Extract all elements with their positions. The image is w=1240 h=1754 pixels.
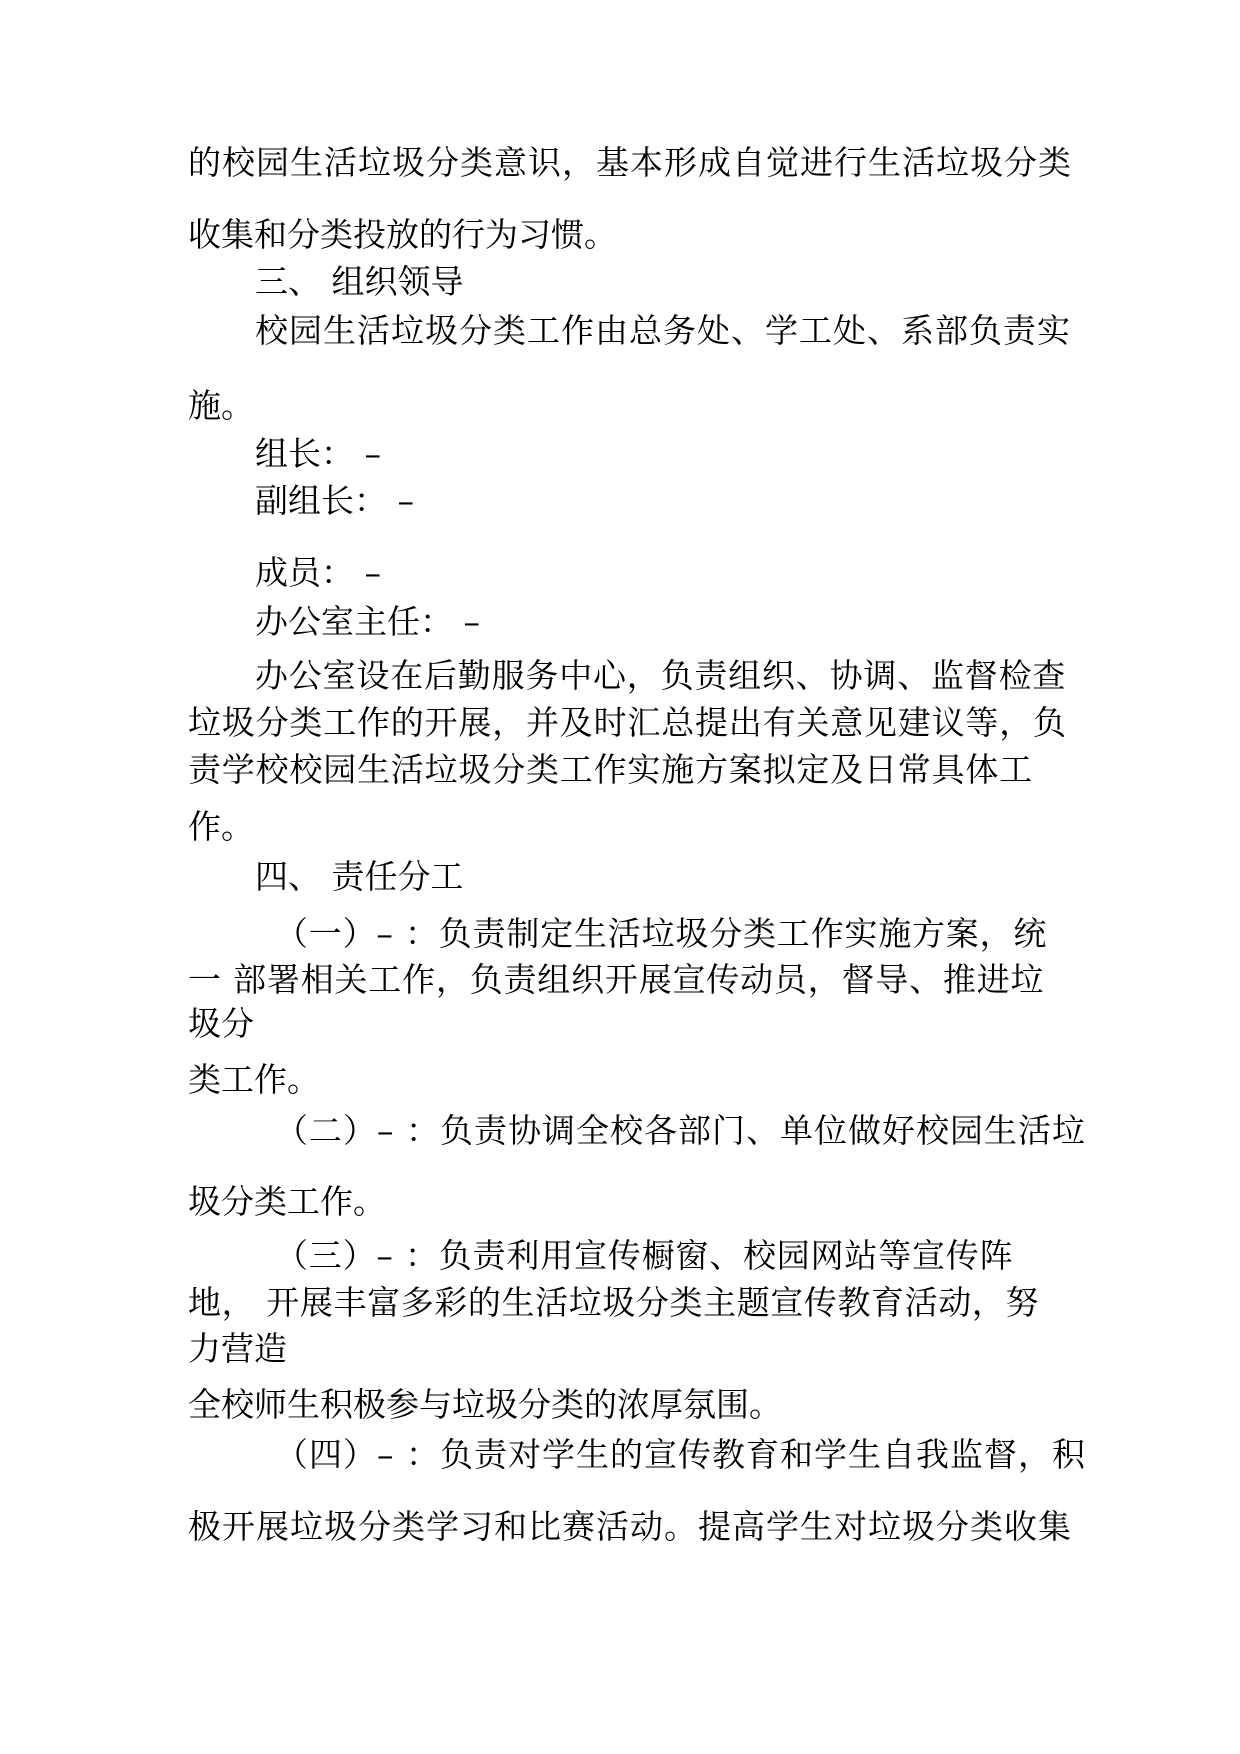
paragraph-line: 圾分 — [188, 1004, 254, 1043]
section-heading: 三、 组织领导 — [255, 262, 464, 301]
paragraph-line: 收集和分类投放的行为习惯。 — [188, 215, 617, 254]
paragraph-line: 圾分类工作。 — [188, 1182, 386, 1221]
duty-item-3: （三）– ：负责利用宣传橱窗、校园网站等宣传阵 — [275, 1236, 1014, 1275]
paragraph-line: 办公室设在后勤服务中心，负责组织、协调、监督检查 — [255, 656, 1067, 695]
paragraph-line: 一 部署相关工作，负责组织开展宣传动员，督导、推进垃 — [188, 960, 1045, 999]
members-label: 成员： – — [255, 553, 381, 592]
paragraph-line: 力营造 — [188, 1329, 287, 1368]
paragraph-line: 全校师生积极参与垃圾分类的浓厚氛围。 — [188, 1385, 782, 1424]
paragraph-line: 校园生活垃圾分类工作由总务处、学工处、系部负责实 — [255, 311, 1071, 350]
paragraph-line: 责学校校园生活垃圾分类工作实施方案拟定及日常具体工 — [188, 750, 1033, 789]
paragraph-line: 的校园生活垃圾分类意识，基本形成自觉进行生活垃圾分类 — [188, 143, 1072, 182]
duty-item-4: （四）– ：负责对学生的宣传教育和学生自我监督，积 — [275, 1435, 1086, 1474]
paragraph-line: 极开展垃圾分类学习和比赛活动。提高学生对垃圾分类收集 — [188, 1507, 1072, 1546]
office-director-label: 办公室主任： – — [255, 602, 480, 641]
paragraph-line: 地， 开展丰富多彩的生活垃圾分类主题宣传教育活动，努 — [188, 1283, 1040, 1322]
paragraph-line: 垃圾分类工作的开展，并及时汇总提出有关意见建议等，负 — [188, 703, 1067, 742]
paragraph-line: 作。 — [188, 807, 254, 846]
section-heading: 四、 责任分工 — [255, 857, 464, 896]
paragraph-line: 施。 — [188, 386, 254, 425]
duty-item-1: （一）– ：负责制定生活垃圾分类工作实施方案，统 — [275, 914, 1048, 953]
paragraph-line: 类工作。 — [188, 1060, 320, 1099]
vice-leader-label: 副组长： – — [255, 481, 414, 520]
duty-item-2: （二）– ：负责协调全校各部门、单位做好校园生活垃 — [275, 1111, 1086, 1150]
leader-label: 组长： – — [255, 434, 381, 473]
